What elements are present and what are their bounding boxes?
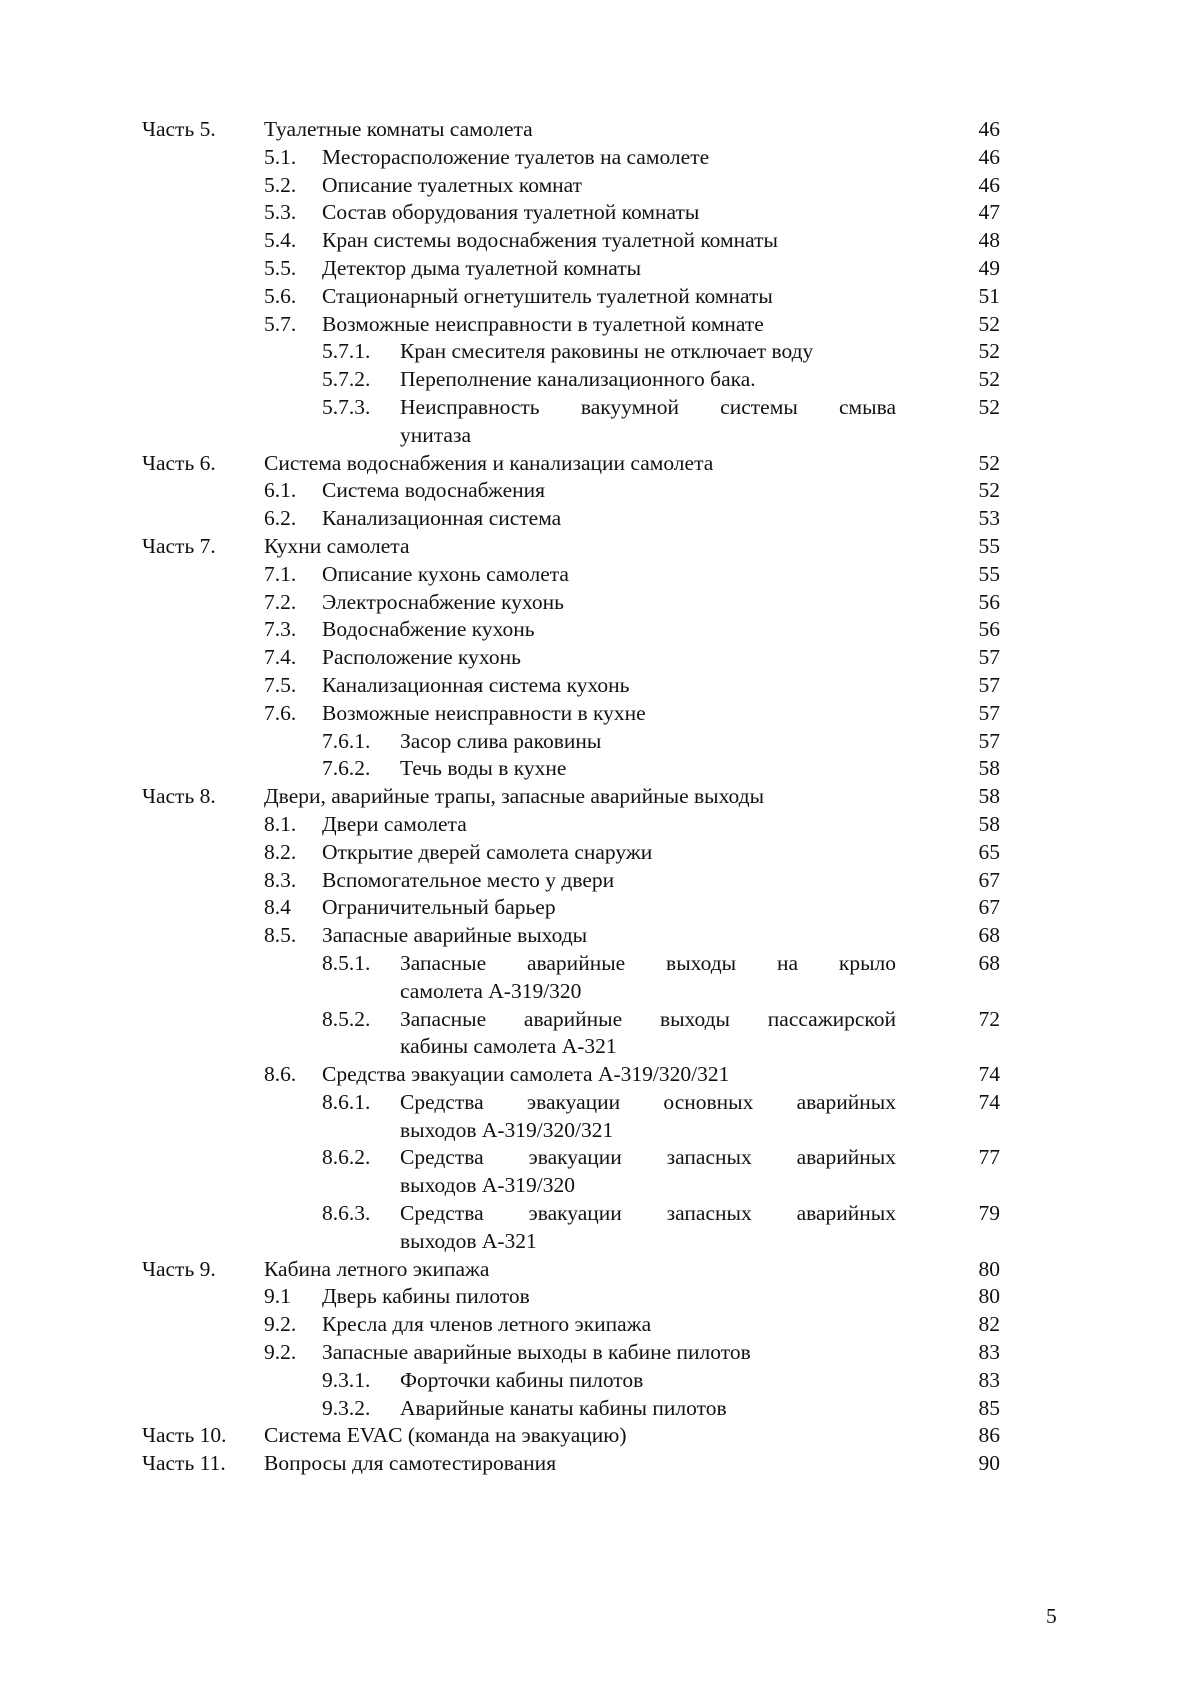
- toc-page-number: 46: [978, 172, 1000, 197]
- page-number: 5: [1046, 1604, 1057, 1628]
- toc-entry: [0, 589, 1200, 617]
- toc-entry: [0, 505, 1200, 533]
- toc-part-label: Часть 11.: [142, 1451, 226, 1476]
- toc-page-number: 58: [978, 756, 1000, 781]
- toc-section-number: 6.2.: [264, 506, 297, 531]
- toc-page-number: 57: [978, 700, 1000, 725]
- toc-title: [400, 1200, 896, 1256]
- toc-section-number: 8.5.2.: [322, 1006, 371, 1031]
- toc-section-number: 8.1.: [264, 811, 297, 836]
- toc-title: Описание туалетных комнат: [322, 172, 583, 197]
- toc-title: Ограничительный барьер: [322, 895, 556, 920]
- toc-entry: [0, 672, 1200, 700]
- toc-section-number: 8.2.: [264, 839, 297, 864]
- toc-title-line-1: Средства эвакуации основных аварийных: [400, 1089, 896, 1114]
- toc-entry: [0, 644, 1200, 672]
- toc-title: Кабина летного экипажа: [264, 1256, 490, 1281]
- toc-title: Состав оборудования туалетной комнаты: [322, 200, 700, 225]
- toc-section-number: 8.4: [264, 895, 291, 920]
- toc-section-number: 5.2.: [264, 172, 297, 197]
- toc-title: Канализационная система кухонь: [322, 672, 630, 697]
- toc-entry: [0, 1367, 1200, 1395]
- toc-entry: [0, 338, 1200, 366]
- toc-entry: [0, 728, 1200, 756]
- toc-title: Расположение кухонь: [322, 645, 521, 670]
- toc-title: Переполнение канализационного бака.: [400, 367, 756, 392]
- toc-title-line-1: Средства эвакуации запасных аварийных: [400, 1201, 896, 1226]
- toc-entry: [0, 1006, 1200, 1062]
- toc-title: Канализационная система: [322, 506, 562, 531]
- toc-entry: [0, 950, 1200, 1006]
- toc-title-line-2: выходов А-319/320: [400, 1173, 576, 1198]
- toc-entry: [0, 116, 1200, 144]
- toc-section-number: 8.3.: [264, 867, 297, 892]
- toc-section-number: 9.3.2.: [322, 1395, 371, 1420]
- toc-title: Двери, аварийные трапы, запасные аварийные выходы: [264, 784, 765, 809]
- toc-page-number: 65: [978, 839, 1000, 864]
- toc-title: [400, 1006, 896, 1062]
- toc-section-number: 5.7.1.: [322, 339, 371, 364]
- toc-title-line-2: выходов А-321: [400, 1228, 537, 1253]
- toc-entry: [0, 1283, 1200, 1311]
- toc-section-number: 9.2.: [264, 1340, 297, 1365]
- toc-entry: [0, 1144, 1200, 1200]
- toc-title: Кухни самолета: [264, 533, 410, 558]
- toc-title-line-2: унитаза: [400, 422, 471, 447]
- toc-title: Электроснабжение кухонь: [322, 589, 564, 614]
- toc-entry: [0, 1061, 1200, 1089]
- toc-page-number: 47: [978, 200, 1000, 225]
- toc-page-number: 85: [978, 1395, 1000, 1420]
- toc-entry: [0, 616, 1200, 644]
- toc-title: Кресла для членов летного экипажа: [322, 1312, 652, 1337]
- toc-page-number: 77: [978, 1145, 1000, 1170]
- toc-entry: [0, 1311, 1200, 1339]
- toc-entry: [0, 477, 1200, 505]
- toc-entry: [0, 561, 1200, 589]
- toc-title: Вспомогательное место у двери: [322, 867, 615, 892]
- toc-part-label: Часть 6.: [142, 450, 216, 475]
- toc-entry: [0, 922, 1200, 950]
- toc-entry: [0, 533, 1200, 561]
- toc-title: Система EVAC (команда на эвакуацию): [264, 1423, 627, 1448]
- toc-page-number: 68: [978, 950, 1000, 975]
- toc-section-number: 7.6.2.: [322, 756, 371, 781]
- toc-section-number: 5.7.2.: [322, 367, 371, 392]
- toc-section-number: 5.1.: [264, 144, 297, 169]
- toc-page-number: 90: [978, 1451, 1000, 1476]
- toc-page-number: 52: [978, 339, 1000, 364]
- toc-page-number: 83: [978, 1367, 1000, 1392]
- toc-title: [400, 1089, 896, 1145]
- toc-page-number: 56: [978, 617, 1000, 642]
- toc-title: Система водоснабжения и канализации самолета: [264, 450, 714, 475]
- toc-section-number: 7.3.: [264, 617, 297, 642]
- toc-title: Дверь кабины пилотов: [322, 1284, 530, 1309]
- toc-section-number: 7.4.: [264, 645, 297, 670]
- toc-entry: [0, 839, 1200, 867]
- toc-title: [400, 1144, 896, 1200]
- toc-title-line-2: самолета А-319/320: [400, 978, 582, 1003]
- toc-entry: [0, 1422, 1200, 1450]
- toc-entry: [0, 700, 1200, 728]
- toc-page-number: 52: [978, 311, 1000, 336]
- toc-section-number: 5.7.: [264, 311, 297, 336]
- toc-section-number: 7.1.: [264, 561, 297, 586]
- toc-part-label: Часть 8.: [142, 784, 216, 809]
- toc-entry: [0, 1200, 1200, 1256]
- toc-section-number: 9.1: [264, 1284, 291, 1309]
- toc-part-label: Часть 10.: [142, 1423, 227, 1448]
- toc-page-number: 52: [978, 394, 1000, 419]
- toc-title: Вопросы для самотестирования: [264, 1451, 557, 1476]
- toc-page-number: 55: [978, 533, 1000, 558]
- toc-page-number: 67: [978, 895, 1000, 920]
- table-of-contents: [0, 116, 1200, 1478]
- toc-part-label: Часть 7.: [142, 533, 216, 558]
- toc-title: Кран смесителя раковины не отключает воду: [400, 339, 814, 364]
- toc-page-number: 83: [978, 1340, 1000, 1365]
- toc-page-number: 52: [978, 450, 1000, 475]
- toc-page-number: 80: [978, 1284, 1000, 1309]
- toc-section-number: 5.5.: [264, 255, 297, 280]
- toc-page-number: 79: [978, 1201, 1000, 1226]
- toc-page-number: 58: [978, 811, 1000, 836]
- toc-page-number: 86: [978, 1423, 1000, 1448]
- toc-entry: [0, 1339, 1200, 1367]
- toc-title: Детектор дыма туалетной комнаты: [322, 255, 642, 280]
- toc-section-number: 8.6.1.: [322, 1089, 371, 1114]
- toc-page-number: 46: [978, 144, 1000, 169]
- toc-section-number: 6.1.: [264, 478, 297, 503]
- toc-entry: [0, 199, 1200, 227]
- toc-title-line-2: кабины самолета А-321: [400, 1034, 617, 1059]
- toc-title: Система водоснабжения: [322, 478, 546, 503]
- toc-title: [400, 394, 896, 450]
- toc-section-number: 8.6.2.: [322, 1145, 371, 1170]
- toc-entry: [0, 894, 1200, 922]
- toc-section-number: 5.6.: [264, 283, 297, 308]
- toc-section-number: 5.4.: [264, 228, 297, 253]
- toc-section-number: 8.6.: [264, 1062, 297, 1087]
- toc-page-number: 72: [978, 1006, 1000, 1031]
- toc-title-line-1: Средства эвакуации запасных аварийных: [400, 1145, 896, 1170]
- toc-page-number: 55: [978, 561, 1000, 586]
- toc-page-number: 56: [978, 589, 1000, 614]
- toc-entry: [0, 394, 1200, 450]
- toc-entry: [0, 172, 1200, 200]
- toc-title: Стационарный огнетушитель туалетной комнаты: [322, 283, 773, 308]
- toc-part-label: Часть 5.: [142, 117, 216, 141]
- toc-title-line-2: выходов А-319/320/321: [400, 1117, 614, 1142]
- toc-title: Туалетные комнаты самолета: [264, 117, 533, 141]
- toc-title: Средства эвакуации самолета А-319/320/321: [322, 1062, 730, 1087]
- toc-page-number: 68: [978, 923, 1000, 948]
- toc-section-number: 8.5.: [264, 923, 297, 948]
- toc-title-line-1: Запасные аварийные выходы на крыло: [400, 950, 896, 975]
- toc-part-label: Часть 9.: [142, 1256, 216, 1281]
- toc-entry: [0, 450, 1200, 478]
- toc-title: [400, 950, 896, 1006]
- toc-title: Запасные аварийные выходы в кабине пилотов: [322, 1340, 751, 1365]
- toc-section-number: 9.2.: [264, 1312, 297, 1337]
- toc-title: Кран системы водоснабжения туалетной комнаты: [322, 228, 778, 253]
- toc-section-number: 7.6.: [264, 700, 297, 725]
- toc-title: Возможные неисправности в кухне: [322, 700, 646, 725]
- toc-page-number: 57: [978, 672, 1000, 697]
- toc-entry: [0, 1089, 1200, 1145]
- toc-section-number: 7.5.: [264, 672, 297, 697]
- toc-title: Месторасположение туалетов на самолете: [322, 144, 710, 169]
- toc-section-number: 5.3.: [264, 200, 297, 225]
- toc-page-number: 82: [978, 1312, 1000, 1337]
- toc-page-number: 57: [978, 728, 1000, 753]
- toc-section-number: 8.5.1.: [322, 950, 371, 975]
- toc-title: Водоснабжение кухонь: [322, 617, 535, 642]
- toc-page-number: 52: [978, 478, 1000, 503]
- toc-entry: [0, 1256, 1200, 1284]
- toc-page-number: 57: [978, 645, 1000, 670]
- toc-section-number: 5.7.3.: [322, 394, 371, 419]
- toc-title: Возможные неисправности в туалетной комнате: [322, 311, 764, 336]
- toc-title-line-1: Неисправность вакуумной системы смыва: [400, 394, 896, 419]
- toc-page-number: 51: [978, 283, 1000, 308]
- toc-title: Засор слива раковины: [400, 728, 602, 753]
- toc-section-number: 7.2.: [264, 589, 297, 614]
- toc-page-number: 67: [978, 867, 1000, 892]
- toc-entry: [0, 311, 1200, 339]
- toc-entry: [0, 144, 1200, 172]
- toc-entry: [0, 255, 1200, 283]
- toc-entry: [0, 1450, 1200, 1478]
- toc-page-number: 48: [978, 228, 1000, 253]
- toc-title: Течь воды в кухне: [400, 756, 567, 781]
- toc-title: Запасные аварийные выходы: [322, 923, 588, 948]
- toc-title-line-1: Запасные аварийные выходы пассажирской: [400, 1006, 896, 1031]
- toc-entry: [0, 1395, 1200, 1423]
- toc-entry: [0, 227, 1200, 255]
- toc-entry: [0, 366, 1200, 394]
- toc-title: Двери самолета: [322, 811, 467, 836]
- toc-page-number: 58: [978, 784, 1000, 809]
- toc-entry: [0, 811, 1200, 839]
- toc-page-number: 52: [978, 367, 1000, 392]
- toc-entry: [0, 755, 1200, 783]
- toc-page-number: 74: [978, 1062, 1000, 1087]
- toc-title: Открытие дверей самолета снаружи: [322, 839, 653, 864]
- toc-title: Форточки кабины пилотов: [400, 1367, 644, 1392]
- toc-page-number: 49: [978, 255, 1000, 280]
- toc-title: Описание кухонь самолета: [322, 561, 569, 586]
- toc-page-number: 74: [978, 1089, 1000, 1114]
- toc-page-number: 46: [978, 117, 1000, 141]
- toc-section-number: 9.3.1.: [322, 1367, 371, 1392]
- toc-page-number: 53: [978, 506, 1000, 531]
- toc-title: Аварийные канаты кабины пилотов: [400, 1395, 727, 1420]
- toc-section-number: 8.6.3.: [322, 1201, 371, 1226]
- toc-section-number: 7.6.1.: [322, 728, 371, 753]
- toc-entry: [0, 783, 1200, 811]
- toc-entry: [0, 283, 1200, 311]
- toc-entry: [0, 867, 1200, 895]
- toc-page-number: 80: [978, 1256, 1000, 1281]
